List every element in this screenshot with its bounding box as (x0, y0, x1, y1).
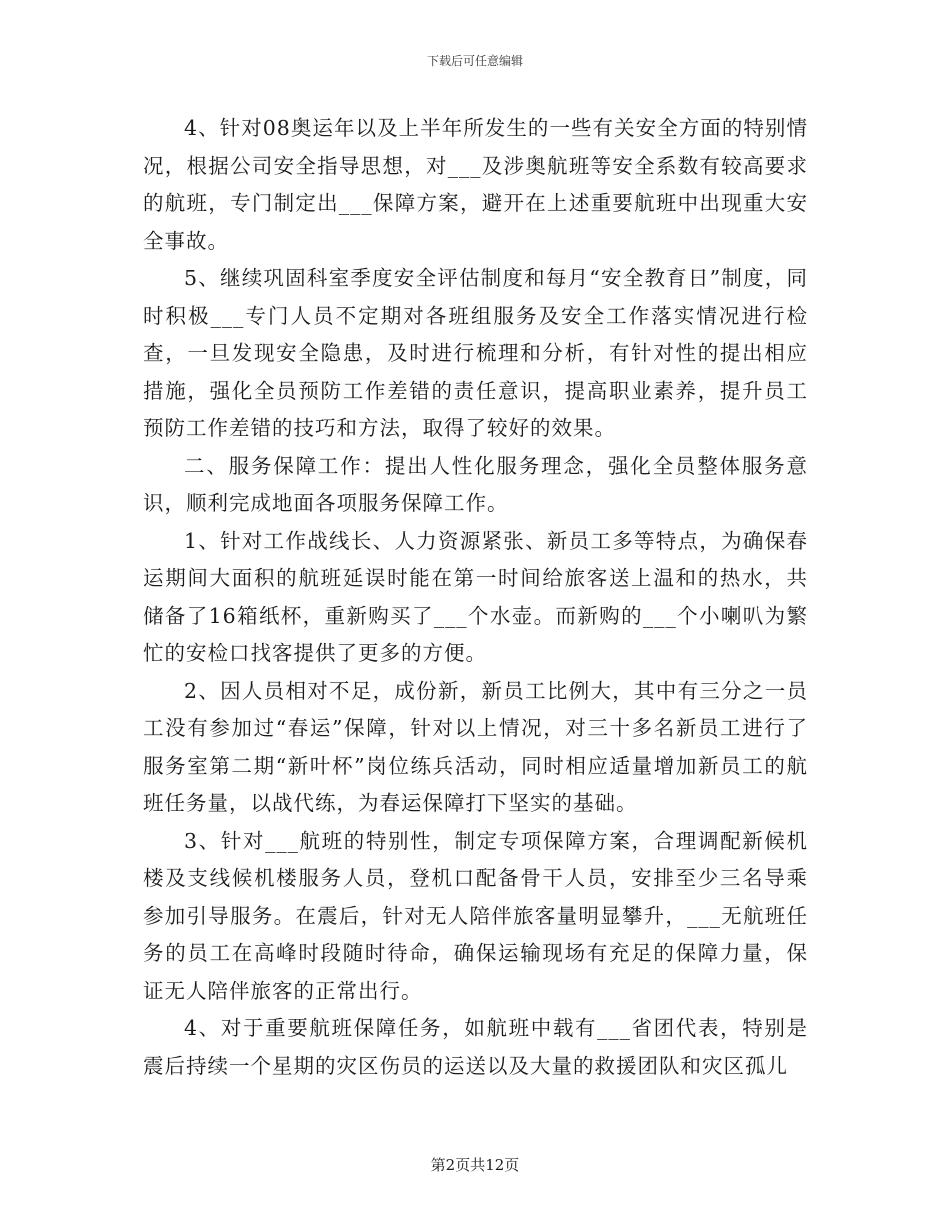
section-heading-service: 二、服务保障工作：提出人性化服务理念，强化全员整体服务意识，顺利完成地面各项服务保障工作。 (143, 453, 808, 515)
paragraph-item-4-service: 4、对于重要航班保障任务，如航班中载有___省团代表，特别是震后持续一个星期的灾区伤员的运送以及大量的救援团队和灾区孤儿 (143, 1016, 808, 1078)
page-number: 第2页共12页 (430, 1156, 520, 1174)
paragraph-item-3-service: 3、针对___航班的特别性，制定专项保障方案，合理调配新候机楼及支线候机楼服务人员，登机口配备骨干人员，安排至少三名导乘参加引导服务。在震后，针对无人陪伴旅客量明显攀升，___无航班任务的员工在高峰时段随时待命，确保运输现场有充足的保障力量，保证无人陪伴旅客的正常出行。 (143, 828, 808, 1003)
paragraph-item-2-service: 2、因人员相对不足，成份新，新员工比例大，其中有三分之一员工没有参加过“春运”保障，针对以上情况，对三十多名新员工进行了服务室第二期“新叶杯”岗位练兵活动，同时相应适量增加新员工的航班任务量，以战代练，为春运保障打下坚实的基础。 (143, 678, 808, 815)
document-body (143, 110, 808, 1085)
paragraph-item-5-safety: 5、继续巩固科室季度安全评估制度和每月“安全教育日”制度，同时积极___专门人员不定期对各班组服务及安全工作落实情况进行检查，一旦发现安全隐患，及时进行梳理和分析，有针对性的提出相应措施，强化全员预防工作差错的责任意识，提高职业素养，提升员工预防工作差错的技巧和方法，取得了较好的效果。 (143, 266, 808, 440)
paragraph-item-1-service: 1、针对工作战线长、人力资源紧张、新员工多等特点，为确保春运期间大面积的航班延误时能在第一时间给旅客送上温和的热水，共储备了16箱纸杯，重新购买了___个水壶。而新购的___个小喇叭为繁忙的安检口找客提供了更多的方便。 (143, 528, 808, 665)
paragraph-item-4-safety: 4、针对08奥运年以及上半年所发生的一些有关安全方面的特别情况，根据公司安全指导思想，对___及涉奥航班等安全系数有较高要求的航班，专门制定出___保障方案，避开在上述重要航班中出现重大安全事故。 (143, 116, 808, 253)
page-header-note: 下载后可任意编辑 (426, 54, 523, 68)
